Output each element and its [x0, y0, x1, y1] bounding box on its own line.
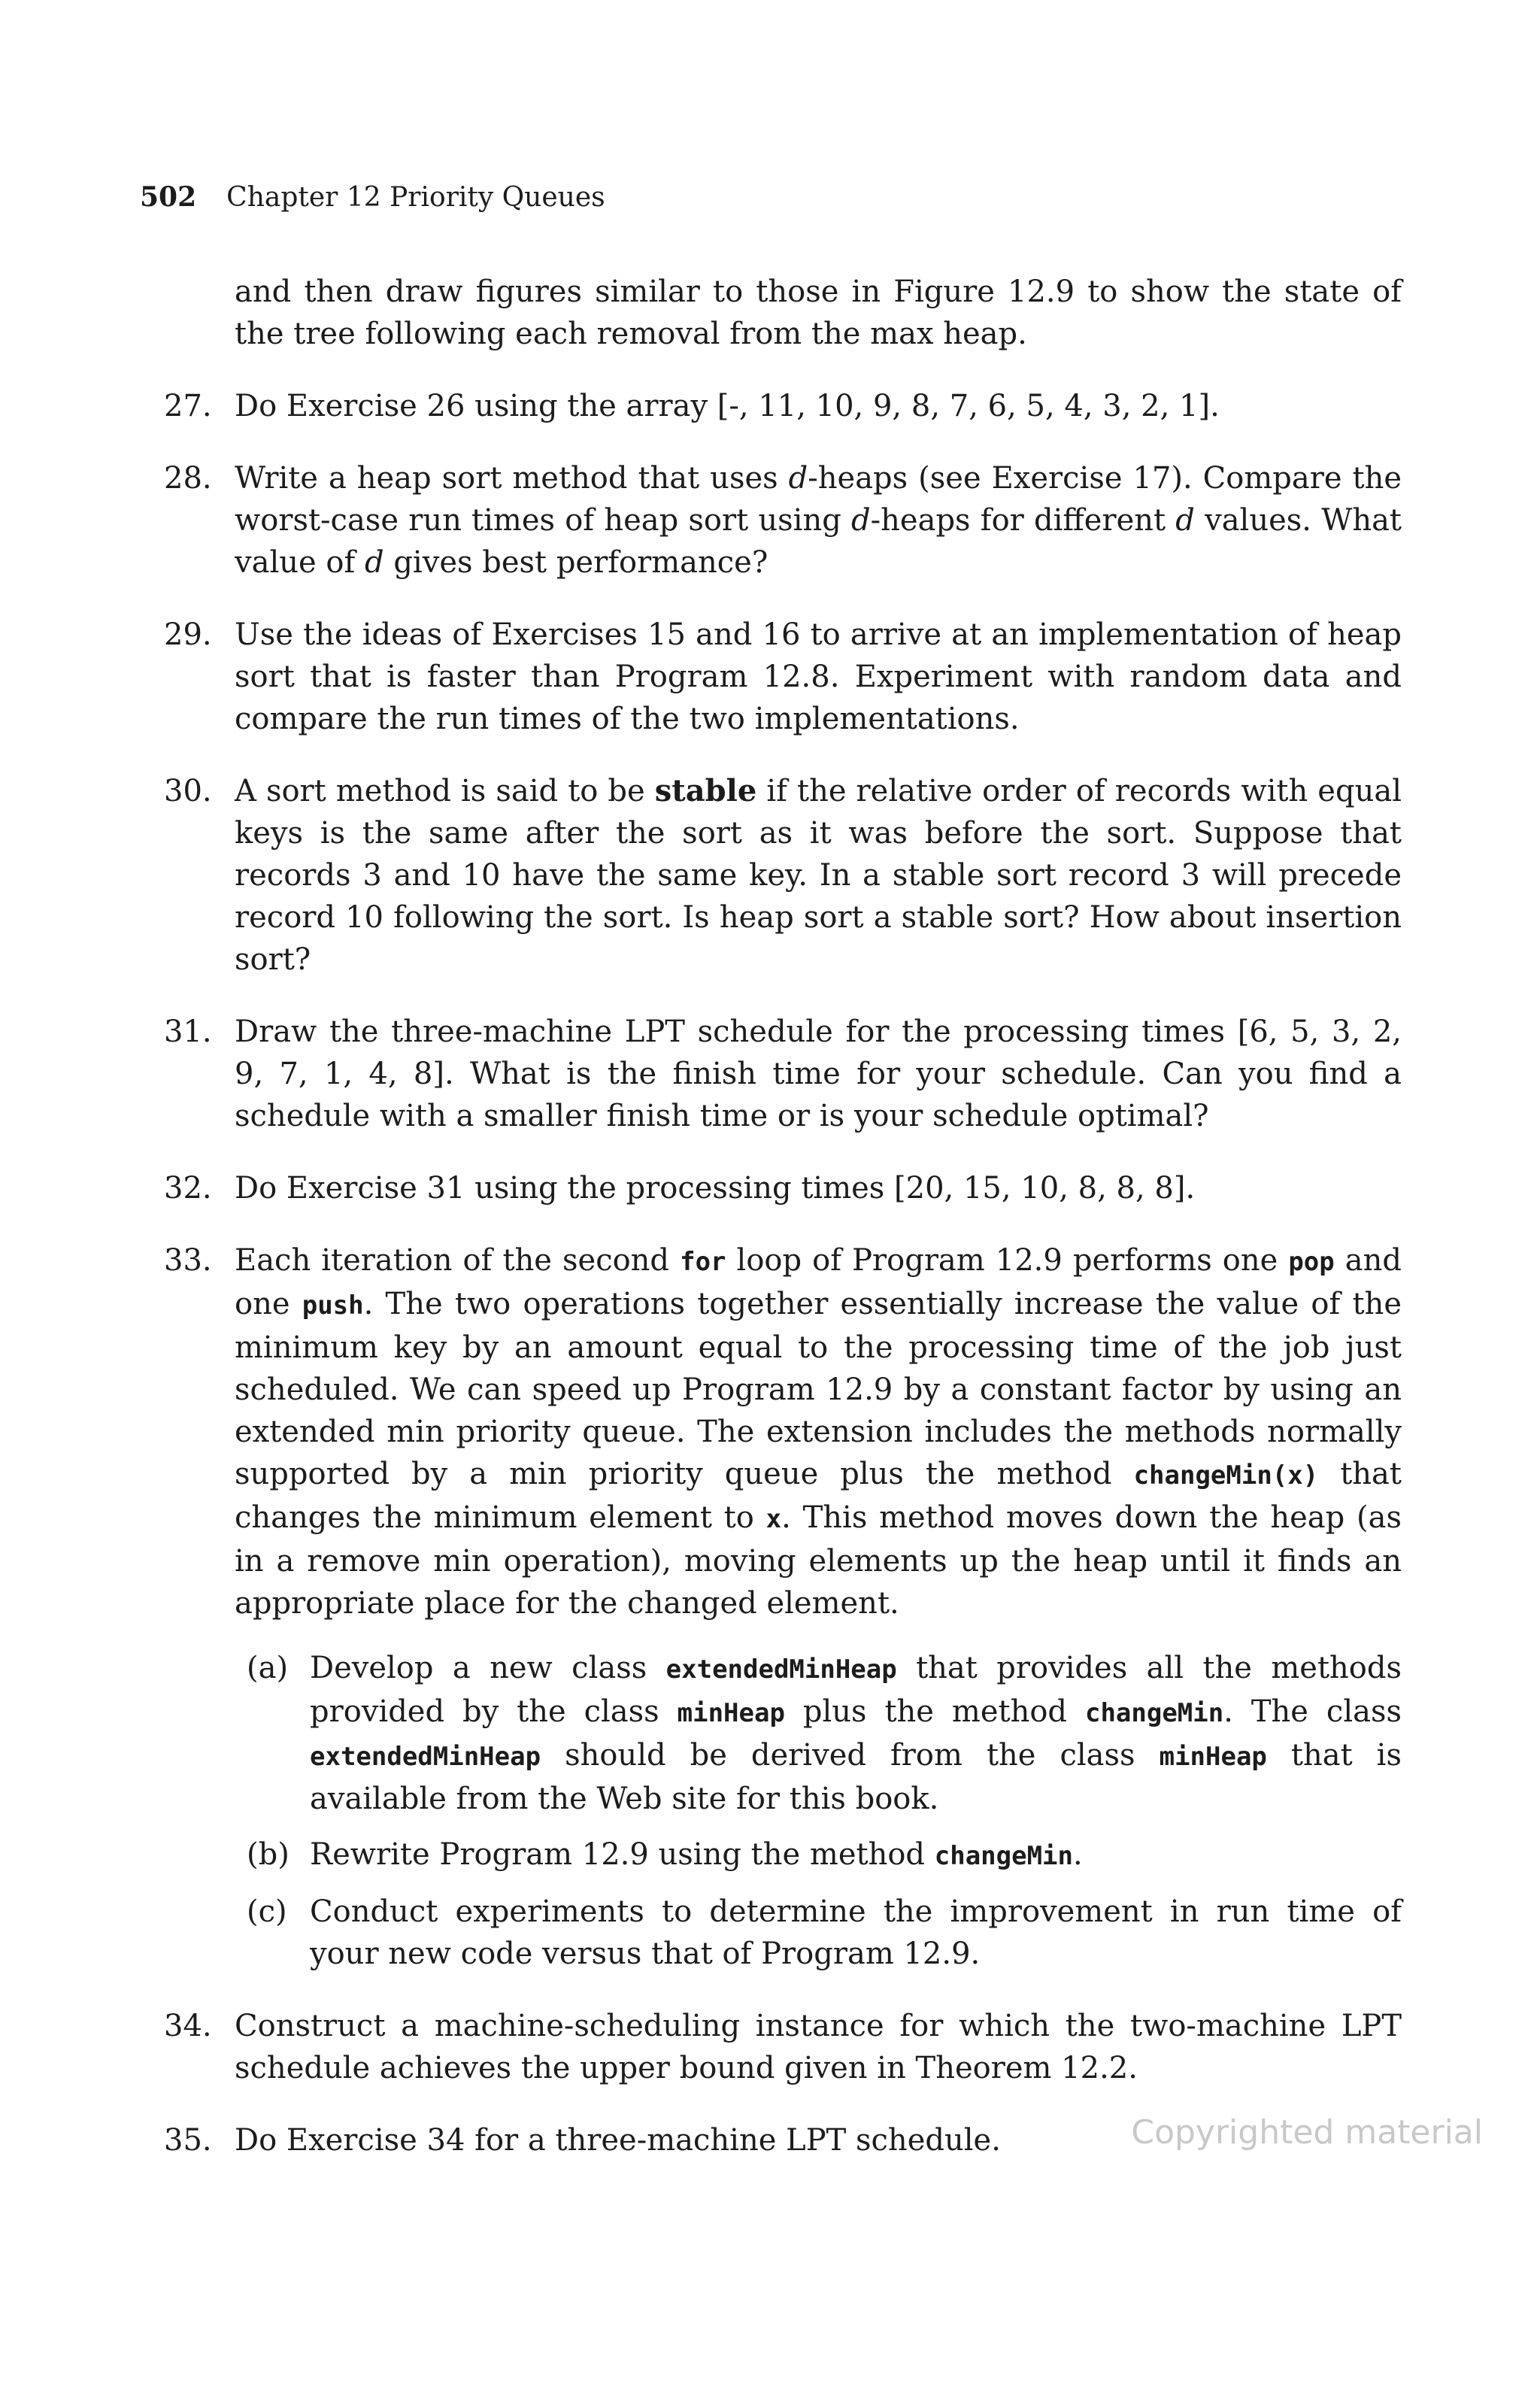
part-text: Develop a new class extendedMinHeap that provides all the methods provided by the class minHeap plus the method changeMin. The class extendedMinHeap should be derived from the class minHeap that is available from the Web site for this book.	[310, 1651, 1402, 1816]
part-text: Rewrite Program 12.9 using the method changeMin.	[310, 1837, 1083, 1872]
exercise-33-parts	[235, 1647, 1402, 1975]
page-number: 502	[140, 181, 197, 213]
exercise-number: 30.	[164, 774, 212, 808]
chapter-title: Chapter 12 Priority Queues	[226, 182, 605, 213]
exercise-34	[164, 2005, 1402, 2089]
part-text: Conduct experiments to determine the improvement in run time of your new code versus that of Program 12.9.	[310, 1894, 1402, 1971]
exercise-text: Do Exercise 26 using the array [-, 11, 10, 9, 8, 7, 6, 5, 4, 3, 2, 1].	[235, 389, 1220, 423]
exercise-number: 31.	[164, 1015, 212, 1049]
exercise-27	[164, 385, 1402, 427]
exercise-number: 27.	[164, 389, 212, 423]
exercise-31	[164, 1011, 1402, 1137]
exercise-text: A sort method is said to be stable if the relative order of records with equal keys is the same after the sort as it was before the sort. Suppose that records 3 and 10 have the same key. In a stable sort record 3 will precede record 10 following the sort. Is heap sort a stable sort? How about insertion sort?	[235, 773, 1402, 977]
intro-paragraph: and then draw figures similar to those in Figure 12.9 to show the state of the tree following each removal from the max heap.	[235, 274, 1402, 351]
exercise-text: Each iteration of the second for loop of Program 12.9 performs one pop and one push. The two operations together essentially increase the value of the minimum key by an amount equal to the processing time of the job just scheduled. We can speed up Program 12.9 by a constant factor by using an extended min priority queue. The extension includes the methods normally supported by a min priority queue plus the method changeMin(x) that changes the minimum element to x. This method moves down the heap (as in a remove min operation), moving elements up the heap until it finds an appropriate place for the changed element.	[235, 1243, 1402, 1621]
running-header	[140, 177, 605, 217]
exercise-text: Draw the three-machine LPT schedule for the processing times [6, 5, 3, 2, 9, 7, 1, 4, 8]. What is the finish time for your schedule. Can you find a schedule with a smaller finish time or is your schedule optimal?	[235, 1015, 1402, 1133]
exercise-number: 32.	[164, 1171, 212, 1206]
exercise-30	[164, 770, 1402, 981]
exercise-29	[164, 614, 1402, 740]
exercise-32	[164, 1167, 1402, 1209]
exercise-33-part-c	[247, 1891, 1402, 1975]
exercise-33-part-b	[247, 1833, 1402, 1877]
stable-term: stable	[654, 773, 757, 808]
part-label: (b)	[247, 1837, 290, 1872]
exercise-number: 28.	[164, 461, 212, 496]
exercise-33	[164, 1239, 1402, 1975]
exercise-number: 35.	[164, 2123, 212, 2158]
exercise-text: Write a heap sort method that uses d-heaps (see Exercise 17). Compare the worst-case run times of heap sort using d-heaps for different d values. What value of d gives best performance?	[235, 461, 1402, 580]
exercise-text: Do Exercise 31 using the processing times [20, 15, 10, 8, 8, 8].	[235, 1171, 1196, 1206]
exercise-28	[164, 457, 1402, 584]
part-label: (a)	[247, 1651, 289, 1685]
part-label: (c)	[247, 1894, 287, 1929]
copyright-watermark: Copyrighted material	[1131, 2113, 1483, 2152]
exercise-number: 29.	[164, 617, 212, 652]
exercise-text: Use the ideas of Exercises 15 and 16 to arrive at an implementation of heap sort that is faster than Program 12.8. Experiment with random data and compare the run times of the two implementations.	[235, 617, 1402, 736]
exercise-list	[164, 271, 1402, 2161]
exercise-number: 34.	[164, 2009, 212, 2043]
exercise-text: Construct a machine-scheduling instance for which the two-machine LPT schedule achieves the upper bound given in Theorem 12.2.	[235, 2009, 1402, 2085]
exercise-text: Do Exercise 34 for a three-machine LPT schedule.	[235, 2123, 1001, 2158]
exercise-33-part-a	[247, 1647, 1402, 1820]
exercise-number: 33.	[164, 1243, 212, 1278]
